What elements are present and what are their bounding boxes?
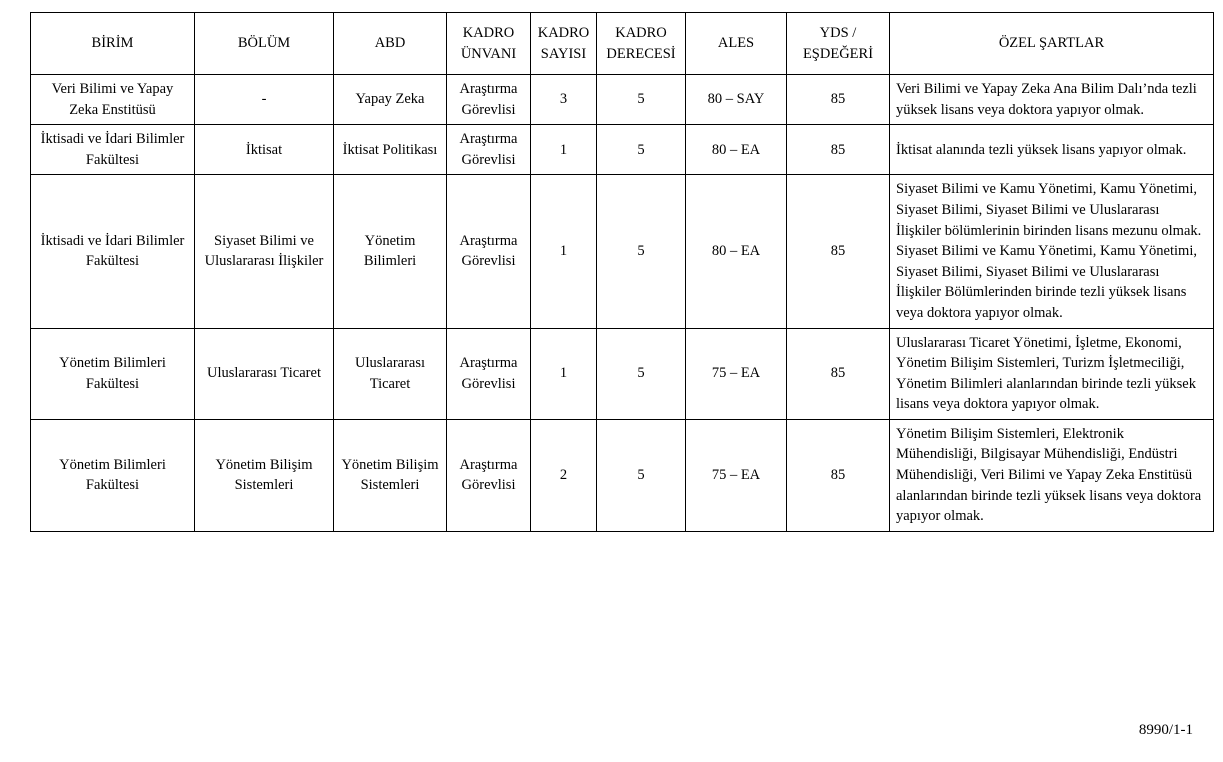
cell-sayi: 1 (531, 328, 597, 419)
cell-ales: 80 – EA (686, 175, 787, 328)
cell-unvan: Araştırma Görevlisi (447, 175, 531, 328)
cell-yds: 85 (787, 328, 890, 419)
cell-sayi: 2 (531, 419, 597, 531)
cell-sayi: 1 (531, 125, 597, 175)
column-header-kadro-sayisi: KADRO SAYISI (531, 13, 597, 75)
cell-birim: Veri Bilimi ve Yapay Zeka Enstitüsü (31, 75, 195, 125)
cell-bolum: İktisat (195, 125, 334, 175)
cell-bolum: Uluslararası Ticaret (195, 328, 334, 419)
cell-yds: 85 (787, 175, 890, 328)
cell-unvan: Araştırma Görevlisi (447, 75, 531, 125)
column-header-birim: BİRİM (31, 13, 195, 75)
cell-bolum: Siyaset Bilimi ve Uluslararası İlişkiler (195, 175, 334, 328)
cell-unvan: Araştırma Görevlisi (447, 125, 531, 175)
cell-sayi: 1 (531, 175, 597, 328)
page-reference: 8990/1-1 (1138, 722, 1193, 738)
cell-sayi: 3 (531, 75, 597, 125)
table-row (31, 125, 1214, 175)
cell-birim: İktisadi ve İdari Bilimler Fakültesi (31, 125, 195, 175)
cell-abd: İktisat Politikası (334, 125, 447, 175)
table-row (31, 75, 1214, 125)
cell-abd: Yönetim Bilişim Sistemleri (334, 419, 447, 531)
table-row (31, 419, 1214, 531)
header-row (31, 13, 1214, 75)
academic-positions-table (30, 12, 1214, 532)
cell-abd: Yapay Zeka (334, 75, 447, 125)
cell-derece: 5 (597, 419, 686, 531)
cell-ozel-sartlar: Siyaset Bilimi ve Kamu Yönetimi, Kamu Yönetimi, Siyaset Bilimi, Siyaset Bilimi ve Uluslararası İlişkiler bölümlerinin birinden lisans mezunu olmak. Siyaset Bilimi ve Kamu Yönetimi, Kamu Yönetimi, Siyaset Bilimi, Siyaset Bilimi ve Uluslararası İlişkiler Bölümlerinden birinde tezli yüksek lisans veya doktora yapıyor olmak. (890, 175, 1214, 328)
cell-derece: 5 (597, 328, 686, 419)
cell-ales: 80 – SAY (686, 75, 787, 125)
cell-ales: 75 – EA (686, 328, 787, 419)
column-header-kadro-unvani: KADRO ÜNVANI (447, 13, 531, 75)
cell-ozel-sartlar: Yönetim Bilişim Sistemleri, Elektronik Mühendisliği, Bilgisayar Mühendisliği, Endüstri Mühendisliği, Veri Bilimi ve Yapay Zeka Enstitüsü alanlarından birinde tezli yüksek lisans veya doktora yapıyor olmak. (890, 419, 1214, 531)
cell-yds: 85 (787, 75, 890, 125)
table-row (31, 328, 1214, 419)
cell-unvan: Araştırma Görevlisi (447, 328, 531, 419)
cell-birim: Yönetim Bilimleri Fakültesi (31, 419, 195, 531)
column-header-bolum: BÖLÜM (195, 13, 334, 75)
cell-derece: 5 (597, 75, 686, 125)
table-body (31, 75, 1214, 532)
cell-yds: 85 (787, 419, 890, 531)
table-row (31, 175, 1214, 328)
cell-unvan: Araştırma Görevlisi (447, 419, 531, 531)
cell-abd: Uluslararası Ticaret (334, 328, 447, 419)
cell-birim: Yönetim Bilimleri Fakültesi (31, 328, 195, 419)
column-header-yds: YDS / EŞDEĞERİ (787, 13, 890, 75)
cell-ozel-sartlar: Uluslararası Ticaret Yönetimi, İşletme, Ekonomi, Yönetim Bilişim Sistemleri, Turizm İşletmeciliği, Yönetim Bilimleri alanlarından birinde tezli yüksek lisans veya doktora yapıyor olmak. (890, 328, 1214, 419)
cell-ales: 75 – EA (686, 419, 787, 531)
column-header-kadro-derecesi: KADRO DERECESİ (597, 13, 686, 75)
cell-bolum: - (195, 75, 334, 125)
cell-birim: İktisadi ve İdari Bilimler Fakültesi (31, 175, 195, 328)
cell-abd: Yönetim Bilimleri (334, 175, 447, 328)
cell-derece: 5 (597, 125, 686, 175)
column-header-ozel-sartlar: ÖZEL ŞARTLAR (890, 13, 1214, 75)
cell-ales: 80 – EA (686, 125, 787, 175)
cell-derece: 5 (597, 175, 686, 328)
cell-yds: 85 (787, 125, 890, 175)
cell-ozel-sartlar: Veri Bilimi ve Yapay Zeka Ana Bilim Dalı’nda tezli yüksek lisans veya doktora yapıyor olmak. (890, 75, 1214, 125)
table-header (31, 13, 1214, 75)
cell-bolum: Yönetim Bilişim Sistemleri (195, 419, 334, 531)
column-header-ales: ALES (686, 13, 787, 75)
column-header-abd: ABD (334, 13, 447, 75)
cell-ozel-sartlar: İktisat alanında tezli yüksek lisans yapıyor olmak. (890, 125, 1214, 175)
